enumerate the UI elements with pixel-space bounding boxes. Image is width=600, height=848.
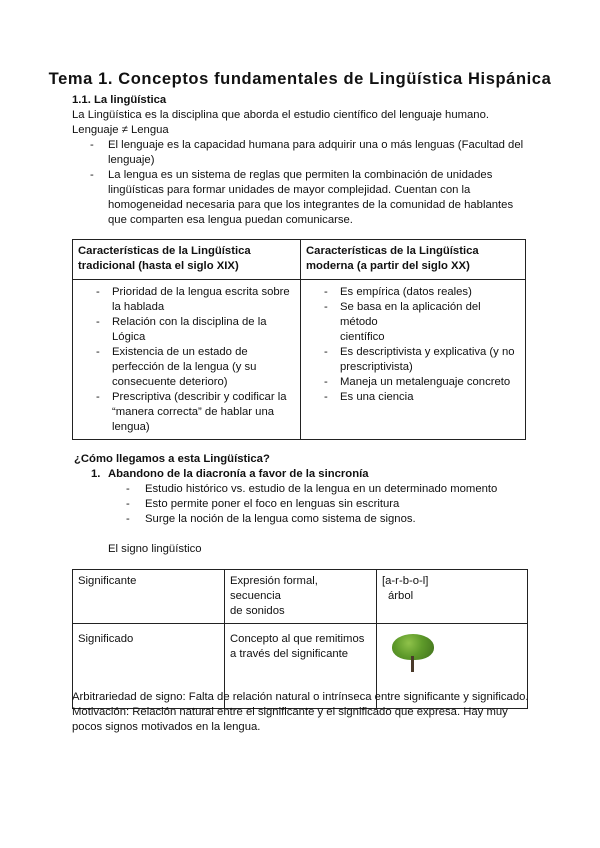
intro-text: La Lingüística es la disciplina que aborda el estudio científico del lenguaje humano. (72, 109, 490, 121)
term-cell: Significante (73, 570, 225, 624)
sub-bullet-text: Estudio histórico vs. estudio de la lengua en un determinado momento (145, 483, 498, 495)
term-cell: Significado (73, 624, 225, 709)
sign-table (72, 569, 528, 709)
bullet-text: La lengua es un sistema de reglas que permiten la combinación de unidades (108, 169, 493, 181)
header-traditional (73, 240, 301, 280)
header-text: Características de la Lingüística (78, 245, 251, 257)
tree-icon (390, 634, 436, 674)
bullet-text: lingüísticas para formar unidades de mayor complejidad. Cuentan con la (108, 184, 471, 196)
header-text: tradicional (hasta el siglo XIX) (78, 260, 239, 272)
header-text: Características de la Lingüística (306, 245, 479, 257)
dash-bullet: - (126, 483, 130, 495)
list-item (306, 375, 520, 390)
modern-list (306, 285, 520, 405)
example-cell (377, 570, 528, 624)
list-text: consecuente deterioro) (112, 376, 228, 388)
list-text: - Prescriptiva (describir y codificar la (112, 391, 287, 403)
list-text: científico (340, 331, 385, 343)
table-row (73, 570, 528, 624)
bullet-text: lenguaje) (108, 154, 155, 166)
dash-bullet: - (90, 169, 94, 181)
item-number: 1. (91, 468, 101, 480)
bullet-text: que comparten esa lengua puedan comunicarse. (108, 214, 353, 226)
list-text: “manera correcta” de hablar una (112, 406, 275, 418)
contrast-text: Lenguaje ≠ Lengua (72, 124, 169, 136)
dash-bullet: - (126, 513, 130, 525)
list-text: - Es empírica (datos reales) (340, 286, 472, 298)
how-heading: ¿Cómo llegamos a esta Lingüística? (74, 453, 270, 465)
list-item (78, 345, 295, 390)
sub-bullet-text: Esto permite poner el foco en lenguas sin escritura (145, 498, 400, 510)
section-heading: 1.1. La lingüística (72, 94, 167, 106)
list-text: perfección de la lengua (y su (112, 361, 257, 373)
list-text: la hablada (112, 301, 165, 313)
definition-cell (225, 570, 377, 624)
definition-text: de sonidos (230, 605, 285, 617)
item-title: Abandono de la diacronía a favor de la sincronía (108, 468, 369, 480)
dash-bullet: - (126, 498, 130, 510)
phoneme-sequence: [a-r-b-o-l] (382, 575, 429, 587)
list-text: - Existencia de un estado de (112, 346, 248, 358)
list-item (78, 390, 295, 435)
page-title: Tema 1. Conceptos fundamentales de Lingüística Hispánica (48, 70, 552, 88)
list-item (306, 285, 520, 300)
list-text: Lógica (112, 331, 146, 343)
motivation-note: pocos signos motivados en la lengua. (72, 721, 261, 733)
comparison-table (72, 239, 526, 440)
list-item (306, 390, 520, 405)
list-item (78, 315, 295, 345)
list-item (78, 285, 295, 315)
list-text: - Relación con la disciplina de la (112, 316, 267, 328)
definition-text: Expresión formal, secuencia (230, 575, 318, 602)
list-text: - Maneja un metalenguaje concreto (340, 376, 511, 388)
list-text: lengua) (112, 421, 150, 433)
definition-text: a través del significante (230, 648, 349, 660)
dash-bullet: - (90, 139, 94, 151)
word-example: árbol (388, 590, 414, 602)
list-text: prescriptivista) (340, 361, 413, 373)
bullet-text: homogeneidad necesaria para que los integrantes de la comunidad de hablantes (108, 199, 514, 211)
header-text: moderna (a partir del siglo XX) (306, 260, 470, 272)
list-item (306, 300, 520, 345)
traditional-list (78, 285, 295, 435)
traditional-cell (73, 280, 301, 440)
list-item (306, 345, 520, 375)
arbitrariness-note: Arbitrariedad de signo: Falta de relación natural o intrínseca entre significante y significado. (72, 691, 529, 703)
bullet-text: El lenguaje es la capacidad humana para adquirir una o más lenguas (Facultad del (108, 139, 524, 151)
list-text: - Es una ciencia (340, 391, 414, 403)
definition-text: Concepto al que remitimos (230, 633, 365, 645)
sub-bullet-text: Surge la noción de la lengua como sistema de signos. (145, 513, 416, 525)
list-text: - Es descriptivista y explicativa (y no (340, 346, 515, 358)
header-modern (301, 240, 526, 280)
list-text: - Se basa en la aplicación del método (340, 301, 481, 328)
motivation-note: Motivación: Relación natural entre el significante y el significado que expresa. Hay muy (72, 706, 508, 718)
sign-label: El signo lingüístico (108, 543, 202, 555)
list-text: - Prioridad de la lengua escrita sobre (112, 286, 290, 298)
modern-cell (301, 280, 526, 440)
